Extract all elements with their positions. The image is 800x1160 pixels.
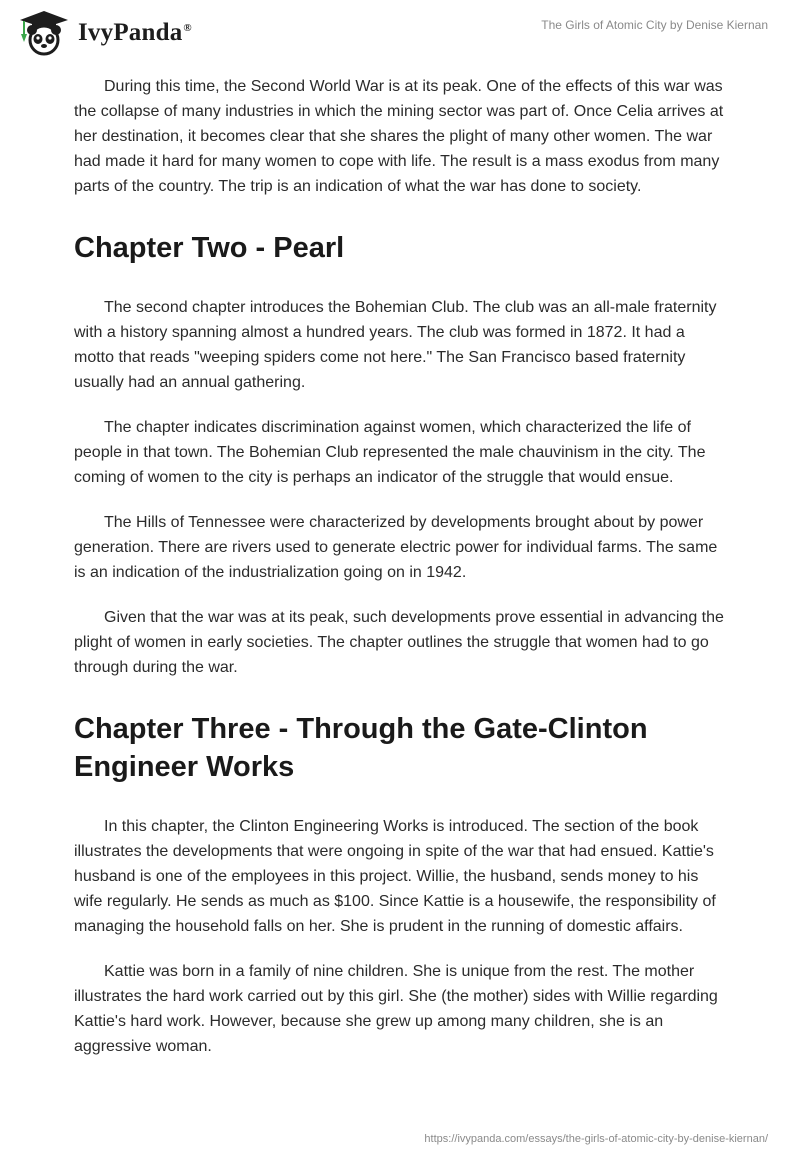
paragraph: The second chapter introduces the Bohemian Club. The club was an all-male fraternity with a history spanning almost a hundred years. The club was formed in 1872. It had a motto that reads "weeping spiders come not here." The San Francisco based fraternity usually had an annual gathering. (74, 299, 717, 391)
paragraph: The Hills of Tennessee were characterized by developments brought about by power generation. There are rivers used to generate electric power for individual farms. The same is an indication of the industrialization going on in 1942. (74, 514, 718, 581)
source-url[interactable]: https://ivypanda.com/essays/the-girls-of-atomic-city-by-denise-kiernan/ (424, 1133, 768, 1145)
paragraph: The chapter indicates discrimination against women, which characterized the life of people in that town. The Bohemian Club represented the male chauvinism in the city. The coming of women to the city is perhaps an indicator of the struggle that would ensue. (74, 419, 706, 486)
chapter-heading: Chapter Three - Through the Gate-Clinton Engineer Works (74, 713, 648, 783)
page-header (0, 0, 800, 62)
paragraph: Given that the war was at its peak, such developments prove essential in advancing the plight of women in early societies. The chapter outlines the struggle that women had to go through during the war. (74, 609, 724, 676)
document-title: The Girls of Atomic City by Denise Kiernan (541, 18, 768, 32)
paragraph: In this chapter, the Clinton Engineering Works is introduced. The section of the book illustrates the developments that were ongoing in spite of the war that had ensued. Kattie's husband is one of the employees in this project. Willie, the husband, sends money to his wife regularly. He sends as much as $100. Since Kattie is a housewife, the responsibility of managing the household falls on her. She is prudent in the running of domestic affairs. (74, 818, 716, 935)
paragraph: During this time, the Second World War is at its peak. One of the effects of this war was the collapse of many industries in which the mining sector was part of. Once Celia arrives at her destination, it becomes clear that she shares the plight of many other women. The war had made it hard for many women to cope with life. The result is a mass exodus from many parts of the country. The trip is an indication of what the war has done to society. (74, 78, 724, 195)
ivypanda-logo[interactable] (14, 8, 192, 58)
brand-name: IvyPanda® (78, 19, 192, 46)
essay-content (74, 74, 726, 1079)
paragraph: Kattie was born in a family of nine children. She is unique from the rest. The mother illustrates the hard work carried out by this girl. She (the mother) sides with Willie regarding Kattie's hard work. However, because she grew up among many children, she is an aggressive woman. (74, 963, 718, 1055)
panda-graduate-icon (14, 8, 70, 58)
chapter-heading: Chapter Two - Pearl (74, 232, 345, 264)
